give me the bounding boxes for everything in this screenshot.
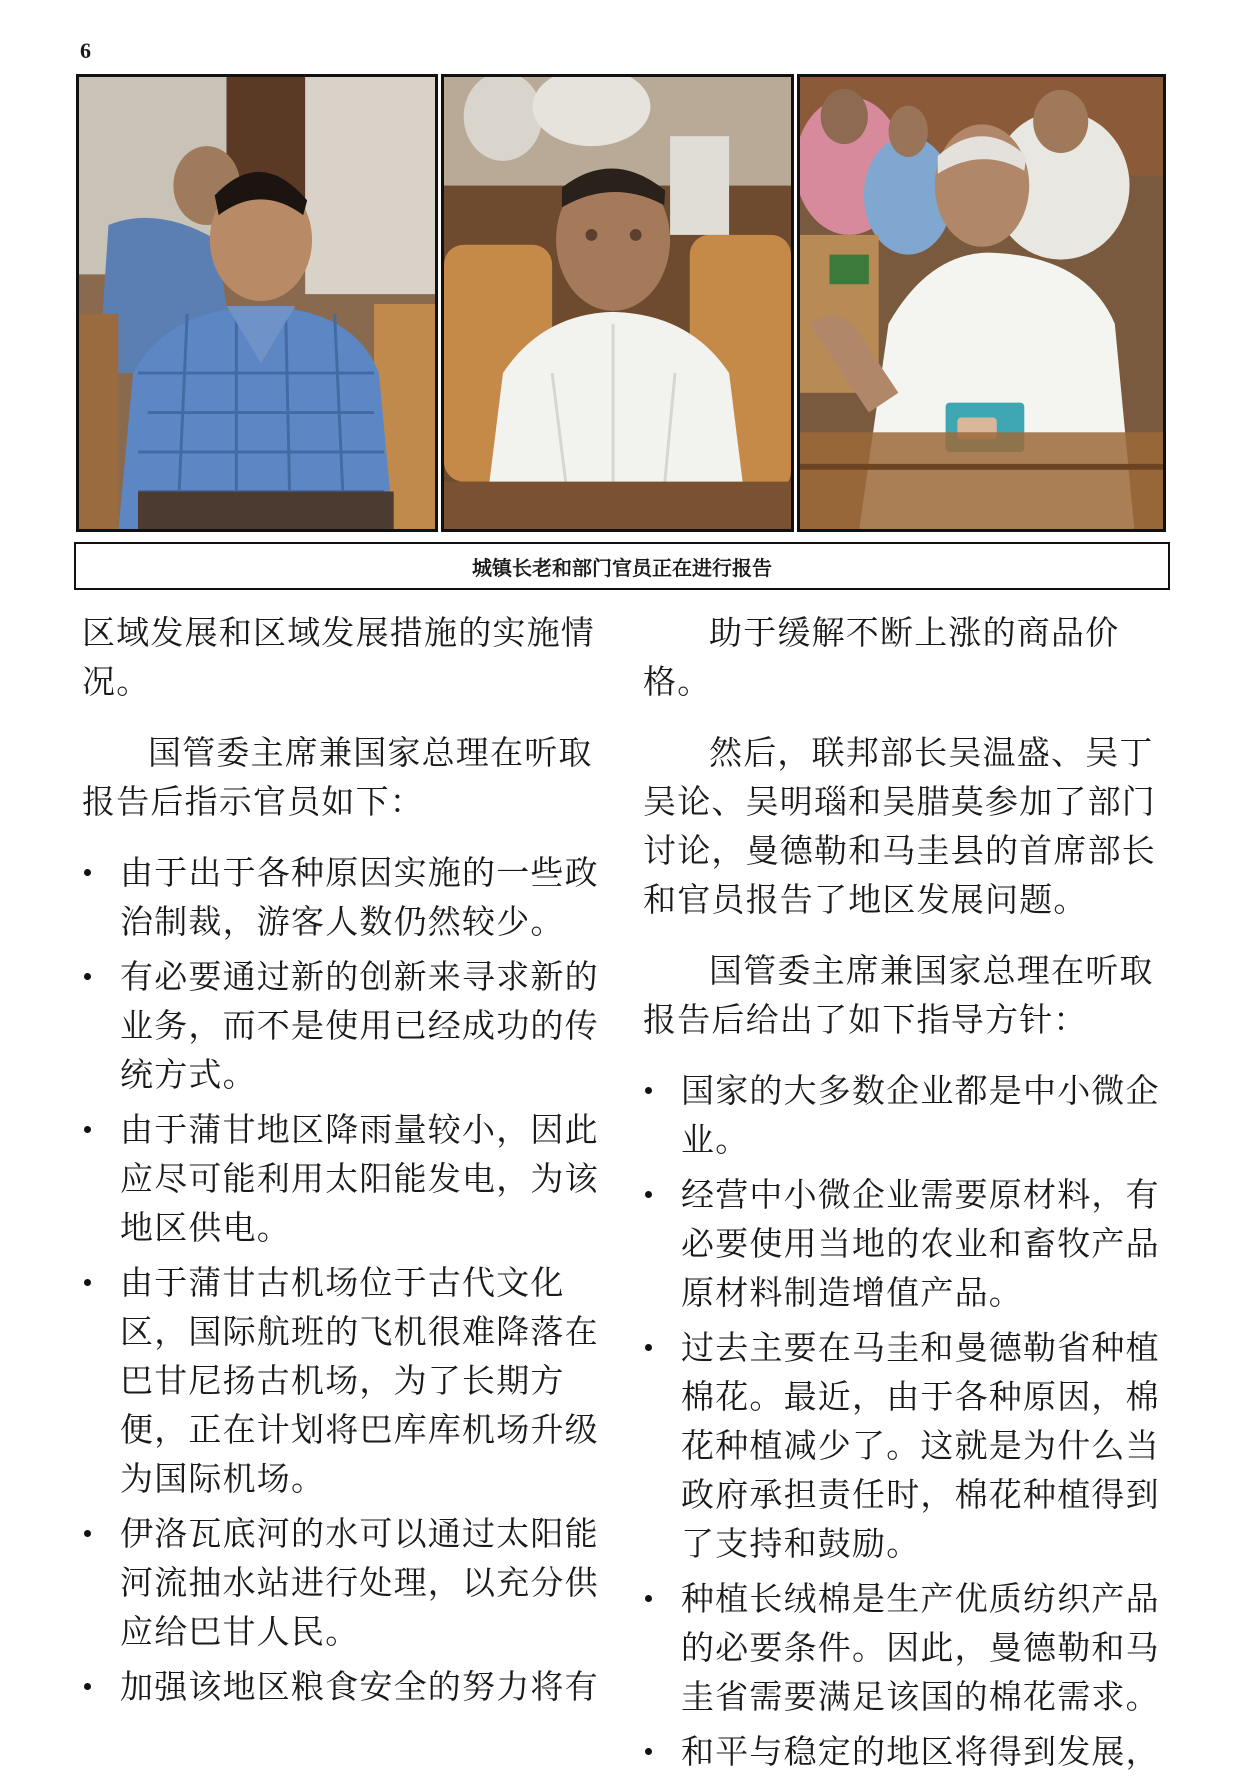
list-item-text: 由于出于各种原因实施的一些政治制裁，游客人数仍然较少。 [120,853,599,941]
bullet-icon [84,1126,91,1133]
right-column [643,608,1163,1782]
photo-2-image [444,77,791,529]
bullet-icon [84,1279,91,1286]
bullet-icon [84,973,91,980]
list-item-text: 种植长绒棉是生产优质纺织产品的必要条件。因此，曼德勒和马圭省需要满足该国的棉花需求。 [681,1579,1160,1716]
bullet-icon [645,1344,652,1351]
photo-speaker-white-shirt [441,74,794,532]
bullet-icon [84,1683,91,1690]
list-item-text: 过去主要在马圭和曼德勒省种植棉花。最近，由于各种原因，棉花种植减少了。这就是为什么当政府承担责任时，棉花种植得到了支持和鼓励。 [681,1328,1160,1563]
list-item [82,952,602,1099]
bullet-icon [645,1191,652,1198]
left-column [82,608,602,1717]
bullet-icon [84,1530,91,1537]
list-item [643,1323,1163,1568]
photo-1-image [79,77,435,529]
list-item [643,1727,1163,1776]
photo-speaker-gesturing [797,74,1166,532]
list-item-text: 和平与稳定的地区将得到发展， [681,1732,1160,1771]
list-item-text: 由于蒲甘古机场位于古代文化区，国际航班的飞机很难降落在巴甘尼扬古机场，为了长期方便，正在计划将巴库库机场升级为国际机场。 [120,1263,599,1498]
list-item [643,1170,1163,1317]
page-number: 6 [80,38,91,63]
photo-3-image [800,77,1163,529]
photo-strip [76,74,1166,536]
list-item [643,1574,1163,1721]
list-item [82,1105,602,1252]
guidance-paragraph: 国管委主席兼国家总理在听取报告后给出了如下指导方针： [643,951,1154,1039]
instruction-paragraph: 国管委主席兼国家总理在听取报告后指示官员如下： [82,733,593,821]
list-item-text: 加强该地区粮食安全的努力将有 [120,1667,599,1706]
list-item [82,1662,602,1711]
list-item-text: 经营中小微企业需要原材料，有必要使用当地的农业和畜牧产品原材料制造增值产品。 [681,1175,1160,1312]
list-item-text: 国家的大多数企业都是中小微企业。 [681,1071,1160,1159]
bullet-icon [84,869,91,876]
bullet-icon [645,1087,652,1094]
list-item [643,1066,1163,1164]
list-item [82,848,602,946]
photo-caption: 城镇长老和部门官员正在进行报告 [74,542,1170,590]
intro-text: 区域发展和区域发展措施的实施情况。 [82,613,595,701]
continuation-text: 助于缓解不断上涨的商品价格。 [643,613,1120,701]
left-bullet-list [82,848,602,1711]
ministers-paragraph: 然后，联邦部长吴温盛、吴丁吴论、吴明瑙和吴腊莫参加了部门讨论，曼德勒和马圭县的首席部长和官员报告了地区发展问题。 [643,733,1156,919]
list-item-text: 伊洛瓦底河的水可以通过太阳能河流抽水站进行处理，以充分供应给巴甘人民。 [120,1514,599,1651]
list-item-text: 有必要通过新的创新来寻求新的业务，而不是使用已经成功的传统方式。 [120,957,599,1094]
right-bullet-list [643,1066,1163,1776]
list-item [82,1258,602,1503]
list-item [82,1509,602,1656]
photo-speaker-blue-shirt [76,74,438,532]
list-item-text: 由于蒲甘地区降雨量较小，因此应尽可能利用太阳能发电，为该地区供电。 [120,1110,599,1247]
bullet-icon [645,1595,652,1602]
